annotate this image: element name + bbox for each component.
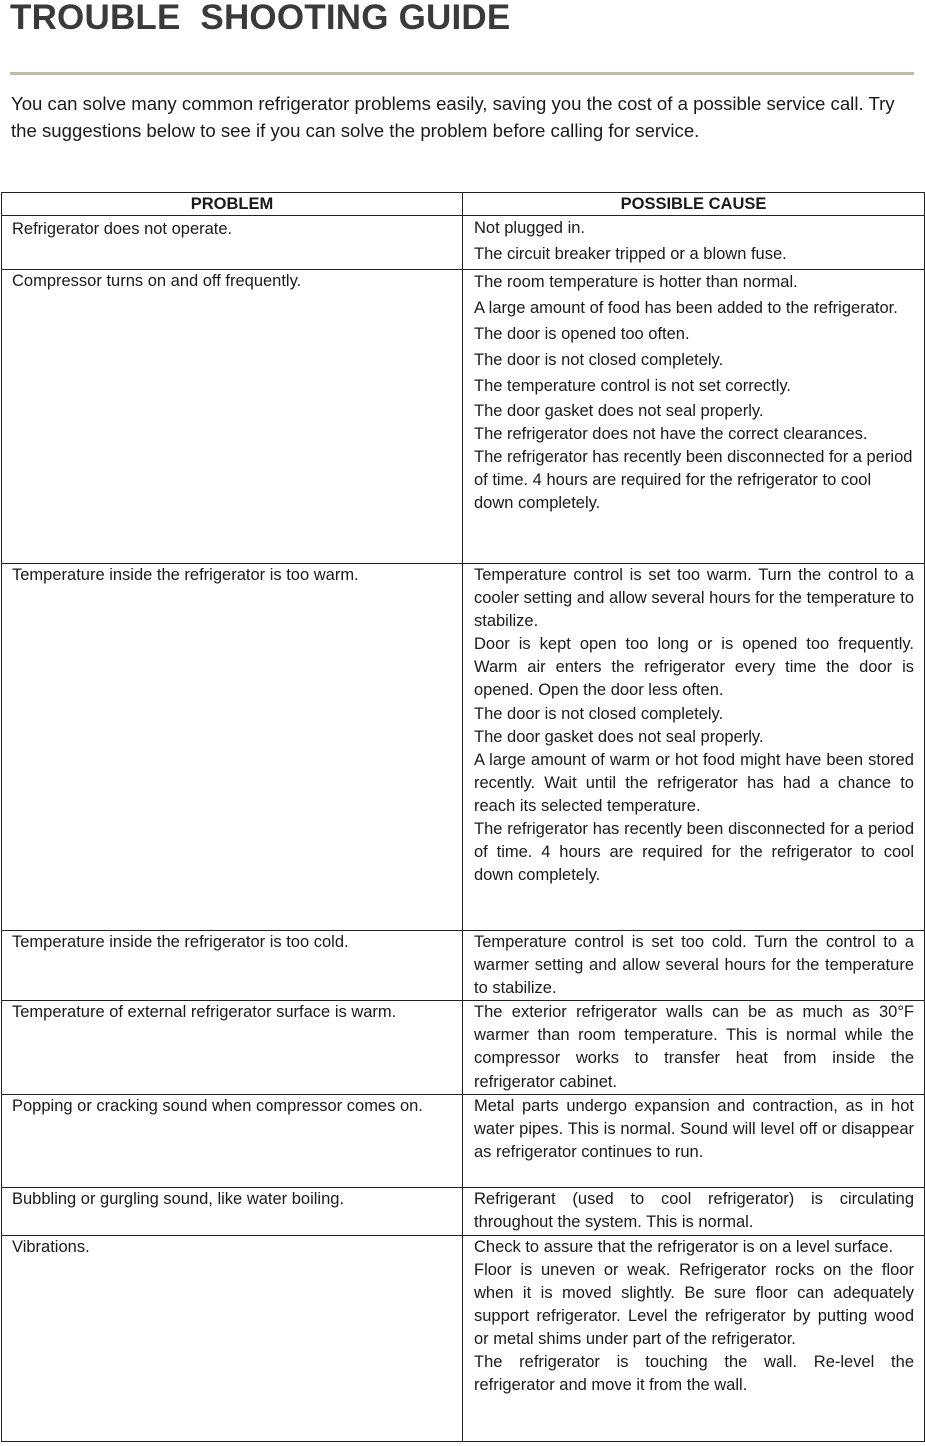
cause-cell [463, 270, 925, 564]
cause-item: The exterior refrigerator walls can be as much as 30°F warmer than room temperature. This is normal while the compressor works to transfer heat from inside the refrigerator cabinet. [474, 1003, 914, 1091]
table-row [2, 1187, 925, 1235]
table-row [2, 1235, 925, 1441]
cause-item: Temperature control is set too cold. Turn the control to a warmer setting and allow several hours for the temperature to stabilize. [474, 933, 914, 998]
problem-cell: Temperature of external refrigerator surface is warm. [2, 1001, 463, 1094]
problem-cell: Compressor turns on and off frequently. [2, 270, 463, 564]
problem-cell: Temperature inside the refrigerator is too cold. [2, 931, 463, 1001]
header-problem: PROBLEM [2, 193, 463, 216]
table-row [2, 931, 925, 1001]
cause-item: Refrigerant (used to cool refrigerator) is circulating throughout the system. This is normal. [474, 1189, 914, 1231]
page-title: TROUBLE SHOOTING GUIDE [10, 0, 511, 37]
cause-item: The door is opened too often. [474, 324, 690, 343]
problem-cell: Vibrations. [2, 1235, 463, 1441]
cause-item: Floor is uneven or weak. Refrigerator rocks on the floor when it is moved slightly. Be sure floor can adequately support refrigerator. Level the refrigerator by putting wood or metal shims under part of the refrigerator. [474, 1260, 914, 1349]
cause-item: The door is not closed completely. [474, 350, 724, 369]
table-header-row [2, 193, 925, 216]
cause-item: The refrigerator does not have the correct clearances. [474, 424, 868, 443]
table-row [2, 564, 925, 931]
troubleshooting-table [1, 192, 925, 1442]
cause-item: Temperature control is set too warm. Turn the control to a cooler setting and allow several hours for the temperature to stabilize. [474, 566, 914, 631]
cause-item: The temperature control is not set correctly. [474, 376, 791, 395]
problem-cell: Temperature inside the refrigerator is too warm. [2, 564, 463, 931]
cause-item: Check to assure that the refrigerator is on a level surface. [474, 1237, 894, 1256]
table-row [2, 1001, 925, 1094]
cause-cell [463, 1235, 925, 1441]
title-divider [10, 72, 914, 75]
cause-item: The circuit breaker tripped or a blown fuse. [474, 244, 787, 263]
cause-item: Door is kept open too long or is opened too frequently. Warm air enters the refrigerator every time the door is opened. Open the door less often. [474, 635, 914, 700]
cause-cell [463, 564, 925, 931]
cause-item: The door gasket does not seal properly. [474, 727, 764, 746]
cause-item: A large amount of warm or hot food might have been stored recently. Wait until the refrigerator has had a chance to reach its selected temperature. [474, 750, 914, 815]
problem-cell: Bubbling or gurgling sound, like water boiling. [2, 1187, 463, 1235]
cause-cell [463, 216, 925, 270]
problem-cell: Popping or cracking sound when compressor comes on. [2, 1094, 463, 1187]
cause-item: The door is not closed completely. [474, 704, 724, 723]
cause-item: The refrigerator is touching the wall. Re-level the refrigerator and move it from the wall. [474, 1353, 914, 1395]
problem-cell: Refrigerator does not operate. [2, 216, 463, 270]
intro-paragraph: You can solve many common refrigerator problems easily, saving you the cost of a possible service call. Try the suggestions below to see if you can solve the problem before calling for service. [11, 93, 895, 141]
cause-cell [463, 1094, 925, 1187]
table-row [2, 1094, 925, 1187]
table-row [2, 216, 925, 270]
cause-item: A large amount of food has been added to the refrigerator. [474, 298, 898, 317]
cause-item: The refrigerator has recently been disconnected for a period of time. 4 hours are required for the refrigerator to cool down completely. [474, 447, 913, 512]
table-row [2, 270, 925, 564]
cause-item: The refrigerator has recently been disconnected for a period of time. 4 hours are required for the refrigerator to cool down completely. [474, 820, 914, 885]
cause-item: Not plugged in. [474, 219, 585, 237]
header-possible-cause: POSSIBLE CAUSE [463, 193, 925, 216]
cause-cell [463, 1001, 925, 1094]
cause-cell [463, 1187, 925, 1235]
cause-item: Metal parts undergo expansion and contraction, as in hot water pipes. This is normal. Sound will level off or disappear as refrigerator continues to run. [474, 1096, 914, 1161]
cause-item: The door gasket does not seal properly. [474, 401, 764, 420]
cause-cell [463, 931, 925, 1001]
cause-item: The room temperature is hotter than normal. [474, 273, 798, 291]
